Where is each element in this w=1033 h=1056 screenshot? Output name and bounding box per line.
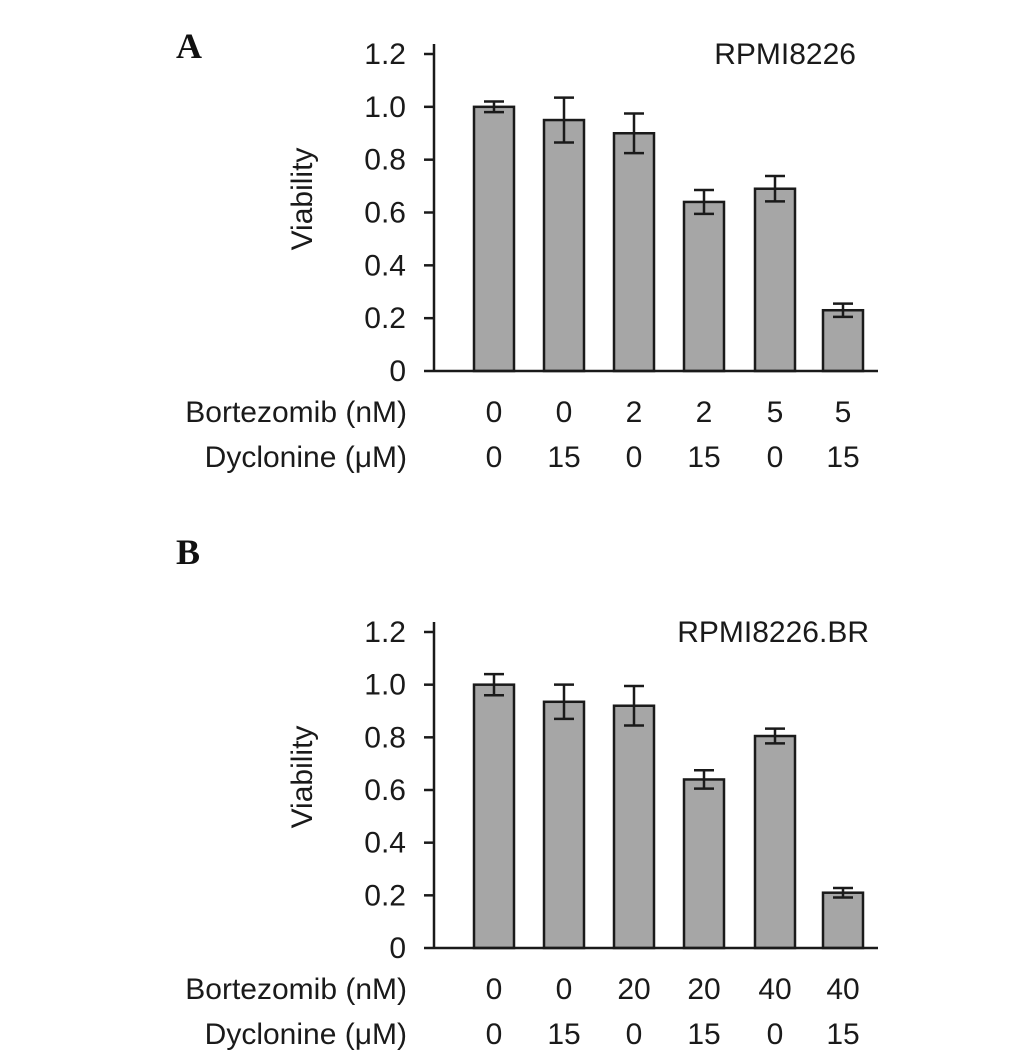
panel-a-condition-label-2: Dyclonine (μM)	[204, 441, 407, 474]
panel-b-condition-value: 20	[687, 973, 721, 1006]
panel-a-ytick-group	[364, 38, 434, 388]
panel-a-condition-value: 0	[766, 441, 784, 474]
panel-a-bar-3	[614, 133, 654, 371]
panel-a-condition-value: 0	[625, 441, 643, 474]
panel-b-bar-group	[474, 685, 863, 948]
panel-a-condition-value: 5	[766, 396, 784, 429]
panel-a-bar-6	[823, 310, 863, 371]
panel-b-condition-value: 0	[485, 1018, 503, 1051]
panel-b-condition-label-2: Dyclonine (μM)	[204, 1018, 407, 1051]
panel-a-condition-value: 5	[834, 396, 852, 429]
panel-a-condition-group	[185, 396, 859, 474]
panel-b-ytick-label: 1.2	[364, 616, 406, 649]
panel-b-condition-label-1: Bortezomib (nM)	[185, 973, 407, 1006]
panel-b-condition-value: 15	[687, 1018, 721, 1051]
panel-a-condition-value: 15	[687, 441, 721, 474]
panel-b-condition-group	[185, 973, 859, 1051]
panel-b	[176, 532, 878, 1051]
panel-b-ytick-label: 0.2	[364, 879, 406, 913]
panel-a-letter: A	[176, 26, 202, 66]
panel-a-errorbar-group	[484, 98, 853, 317]
panel-a-ytick-label: 0.6	[364, 196, 406, 230]
panel-b-condition-value: 15	[826, 1018, 860, 1051]
panel-b-letter: B	[176, 532, 201, 572]
panel-a-ytick-label: 1.0	[364, 90, 406, 124]
panel-b-bar-1	[474, 685, 514, 948]
panel-b-ytick-label: 0	[389, 932, 406, 965]
panel-a-ytick-label: 0.4	[364, 249, 406, 283]
panel-a-bar-5	[755, 189, 795, 371]
panel-a-condition-value: 15	[826, 441, 860, 474]
panel-b-ytick-label: 0.6	[364, 774, 406, 807]
panel-b-condition-value: 20	[617, 973, 651, 1006]
panel-a-condition-value: 0	[555, 396, 573, 429]
panel-b-condition-value: 0	[625, 1018, 643, 1051]
panel-a-ytick-label: 0.2	[364, 302, 406, 336]
panel-a-condition-value: 0	[485, 396, 503, 429]
panel-a-ytick-label: 1.2	[364, 38, 406, 71]
panel-b-title: RPMI8226.BR	[677, 616, 869, 649]
panel-b-ytick-group	[364, 616, 434, 965]
panel-b-bar-2	[544, 702, 584, 948]
panel-b-condition-value: 0	[485, 973, 503, 1006]
panel-b-ytick-label: 0.4	[364, 826, 406, 860]
panel-b-condition-value: 15	[547, 1018, 581, 1051]
panel-a	[176, 26, 878, 474]
panel-a-title: RPMI8226	[714, 38, 856, 71]
panel-b-ytick-label: 0.8	[364, 721, 406, 755]
panel-a-condition-value: 15	[547, 441, 581, 474]
panel-b-condition-value: 0	[555, 973, 573, 1006]
panel-b-bar-3	[614, 706, 654, 948]
panel-a-condition-value: 0	[485, 441, 503, 474]
panel-a-ylabel: Viability	[286, 147, 319, 251]
panel-a-ytick-label: 0.8	[364, 143, 406, 177]
panel-b-ytick-label: 1.0	[364, 668, 406, 702]
panel-b-bar-5	[755, 736, 795, 948]
panel-a-condition-label-1: Bortezomib (nM)	[185, 396, 407, 429]
panel-b-condition-value: 40	[758, 973, 792, 1006]
panel-a-ytick-label: 0	[389, 355, 406, 388]
panel-b-condition-value: 0	[766, 1018, 784, 1051]
panel-a-bar-1	[474, 107, 514, 371]
panel-a-condition-value: 2	[695, 396, 713, 429]
panel-b-ylabel: Viability	[286, 725, 319, 829]
panel-b-bar-6	[823, 893, 863, 948]
panel-a-condition-value: 2	[625, 396, 643, 429]
panel-b-errorbar-group	[484, 674, 853, 897]
panel-a-bar-group	[474, 107, 863, 371]
panel-a-bar-4	[684, 202, 724, 371]
panel-b-bar-4	[684, 779, 724, 948]
panel-b-condition-value: 40	[826, 973, 860, 1006]
panel-a-bar-2	[544, 120, 584, 371]
